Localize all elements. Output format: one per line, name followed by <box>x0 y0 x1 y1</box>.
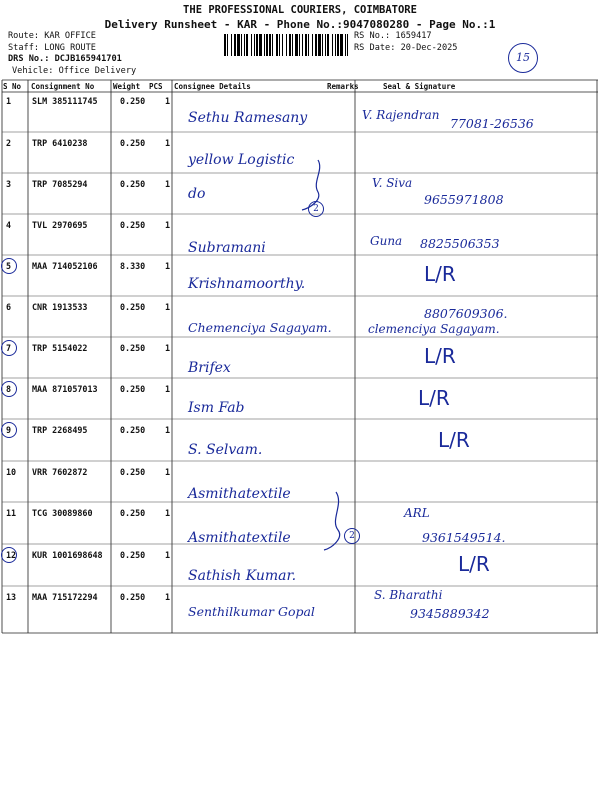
row-consignment-no: TRP 6410238 <box>32 138 88 148</box>
row-signature: L/R <box>418 386 450 410</box>
row-consignee-handwritten: S. Selvam. <box>188 442 263 458</box>
row-phone-handwritten: 8825506353 <box>420 236 500 251</box>
row-consignment-no: VRR 7602872 <box>32 467 88 477</box>
brace-count-b: 2 <box>344 528 360 544</box>
row-consignment-no: MAA 715172294 <box>32 592 98 602</box>
row-consignee-handwritten: Chemenciya Sagayam. <box>188 320 332 335</box>
col-header-remarks: Remarks <box>327 82 359 91</box>
runsheet-subtitle: Delivery Runsheet - KAR - Phone No.:9047080280 - Page No.:1 <box>104 18 496 31</box>
row-weight: 0.250 <box>120 592 146 602</box>
row-signature: V. Rajendran <box>362 108 440 122</box>
row-consignee-handwritten: Sathish Kumar. <box>188 568 297 584</box>
row-sno: 1 <box>6 96 12 106</box>
rs-no-text: RS No.: 1659417 <box>354 31 432 41</box>
row-consignee-handwritten: Krishnamoorthy. <box>188 276 306 292</box>
row-pcs: 1 <box>165 220 171 230</box>
row-weight: 0.250 <box>120 138 146 148</box>
row-signature: S. Bharathi <box>374 588 443 602</box>
drs-text: DRS No.: DCJB165941701 <box>8 54 122 64</box>
row-pcs: 1 <box>165 467 171 477</box>
row-consignment-no: TRP 5154022 <box>32 343 88 353</box>
row-phone-handwritten: 9361549514. <box>422 530 506 545</box>
brace-count-a: 2 <box>308 201 324 217</box>
row-consignee-handwritten: Asmithatextile <box>188 486 291 502</box>
row-signature: L/R <box>424 344 456 368</box>
row-consignee-handwritten: Senthilkumar Gopal <box>188 604 315 619</box>
row-weight: 0.250 <box>120 96 146 106</box>
vehicle-text: Vehicle: Office Delivery <box>12 65 137 76</box>
row-sno: 8 <box>6 384 12 394</box>
row-consignee-handwritten: Subramani <box>188 240 266 256</box>
row-signature: ARL <box>404 506 430 520</box>
row-sno: 5 <box>6 261 12 271</box>
row-pcs: 1 <box>165 138 171 148</box>
right-meta <box>354 31 457 54</box>
barcode <box>224 34 348 56</box>
col-header-consignment: Consignment No <box>31 82 95 91</box>
row-pcs: 1 <box>165 343 171 353</box>
row-consignee-handwritten: Sethu Ramesany <box>188 110 308 126</box>
row-weight: 0.250 <box>120 425 146 435</box>
row-signature: Guna <box>370 234 403 248</box>
row-consignment-no: CNR 1913533 <box>32 302 88 312</box>
row-sno: 12 <box>6 550 17 560</box>
row-consignment-no: KUR 1001698648 <box>32 550 103 560</box>
row-pcs: 1 <box>165 508 171 518</box>
row-pcs: 1 <box>165 425 171 435</box>
col-header-weight: Weight <box>113 82 141 91</box>
row-weight: 0.250 <box>120 550 146 560</box>
row-weight: 0.250 <box>120 508 146 518</box>
row-consignee-handwritten: Brifex <box>188 360 231 376</box>
row-consignment-no: TCG 30089860 <box>32 508 93 518</box>
row-consignee-handwritten: Ism Fab <box>188 400 245 416</box>
row-consignee-handwritten: do <box>188 186 206 202</box>
row-sno: 7 <box>6 343 12 353</box>
row-signature: L/R <box>458 552 490 576</box>
row-sno: 10 <box>6 467 17 477</box>
row-phone-handwritten: 8807609306. <box>424 306 508 321</box>
row-sno: 4 <box>6 220 12 230</box>
row-consignee-handwritten: Asmithatextile <box>188 530 291 546</box>
row-weight: 0.250 <box>120 384 146 394</box>
row-phone-handwritten: 77081-26536 <box>450 116 534 131</box>
row-weight: 8.330 <box>120 261 146 271</box>
row-consignment-no: MAA 871057013 <box>32 384 98 394</box>
row-phone-handwritten: 9655971808 <box>424 192 504 207</box>
company-title: THE PROFESSIONAL COURIERS, COIMBATORE <box>183 4 417 16</box>
row-signature: clemenciya Sagayam. <box>368 322 500 336</box>
row-consignment-no: SLM 385111745 <box>32 96 98 106</box>
row-weight: 0.250 <box>120 343 146 353</box>
page-mark-circle: 15 <box>508 43 538 73</box>
staff-text: Staff: LONG ROUTE <box>8 42 96 53</box>
row-pcs: 1 <box>165 179 171 189</box>
sno-circle-mark <box>1 340 17 356</box>
row-sno: 13 <box>6 592 17 602</box>
row-consignment-no: TVL 2970695 <box>32 220 88 230</box>
row-sno: 9 <box>6 425 12 435</box>
row-signature: L/R <box>424 262 456 286</box>
row-weight: 0.250 <box>120 302 146 312</box>
col-header-pcs: PCS <box>149 82 163 91</box>
row-weight: 0.250 <box>120 220 146 230</box>
row-consignment-no: TRP 2268495 <box>32 425 88 435</box>
sno-circle-mark <box>1 422 17 438</box>
row-pcs: 1 <box>165 261 171 271</box>
row-pcs: 1 <box>165 302 171 312</box>
col-header-seal: Seal & Signature <box>383 82 456 91</box>
sno-circle-mark <box>1 547 17 563</box>
row-pcs: 1 <box>165 384 171 394</box>
row-sno: 2 <box>6 138 12 148</box>
row-phone-handwritten: 9345889342 <box>410 606 490 621</box>
row-sno: 3 <box>6 179 12 189</box>
row-sno: 11 <box>6 508 17 518</box>
col-header-sno: S No <box>3 82 22 91</box>
row-sno: 6 <box>6 302 12 312</box>
sno-circle-mark <box>1 258 17 274</box>
row-signature: V. Siva <box>372 176 413 190</box>
row-consignee-handwritten: yellow Logistic <box>188 152 295 168</box>
col-header-consignee: Consignee Details <box>174 82 251 91</box>
row-signature: L/R <box>438 428 470 452</box>
row-pcs: 1 <box>165 96 171 106</box>
rs-date-text: RS Date: 20-Dec-2025 <box>354 42 458 53</box>
row-consignment-no: MAA 714052106 <box>32 261 98 271</box>
row-weight: 0.250 <box>120 179 146 189</box>
left-meta <box>8 31 136 77</box>
row-pcs: 1 <box>165 550 171 560</box>
sno-circle-mark <box>1 381 17 397</box>
row-pcs: 1 <box>165 592 171 602</box>
row-consignment-no: TRP 7085294 <box>32 179 88 189</box>
route-text: Route: KAR OFFICE <box>8 31 96 41</box>
row-weight: 0.250 <box>120 467 146 477</box>
